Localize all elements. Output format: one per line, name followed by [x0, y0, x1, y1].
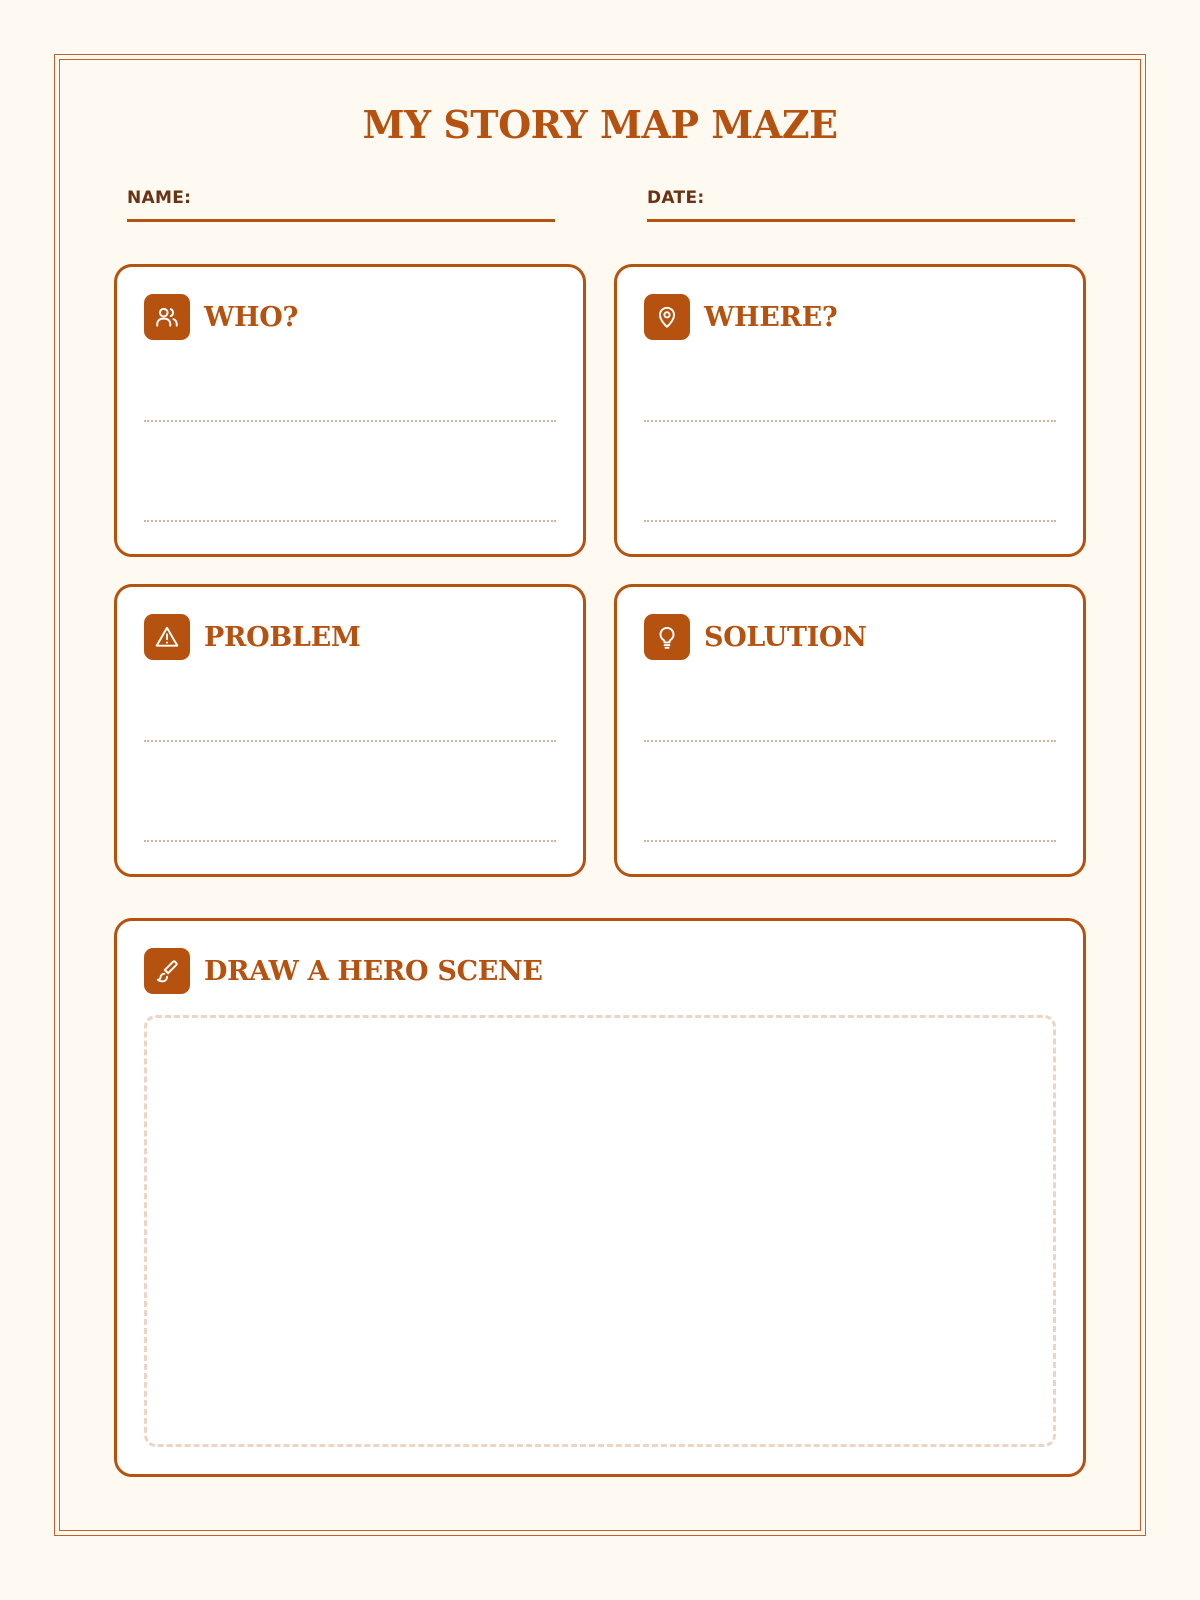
name-label: NAME: — [127, 188, 192, 208]
name-input[interactable] — [199, 188, 555, 215]
date-label: DATE: — [647, 188, 705, 208]
where-card-header — [644, 294, 837, 340]
hero-scene-card — [114, 918, 1086, 1477]
writing-line[interactable] — [144, 520, 556, 522]
people-icon — [144, 294, 190, 340]
hero-scene-card-title: DRAW A HERO SCENE — [204, 955, 543, 987]
who-card-header — [144, 294, 298, 340]
writing-line[interactable] — [644, 420, 1056, 422]
worksheet-title: MY STORY MAP MAZE — [362, 102, 838, 147]
writing-line[interactable] — [644, 520, 1056, 522]
drawing-area[interactable] — [144, 1015, 1056, 1447]
date-field[interactable] — [647, 188, 1075, 222]
problem-card-header — [144, 614, 360, 660]
who-card — [114, 264, 586, 557]
solution-card — [614, 584, 1086, 877]
date-input[interactable] — [719, 188, 1075, 215]
who-card-title: WHO? — [204, 301, 298, 333]
lightbulb-icon — [644, 614, 690, 660]
name-field[interactable] — [127, 188, 555, 222]
writing-line[interactable] — [144, 740, 556, 742]
writing-line[interactable] — [644, 740, 1056, 742]
problem-card — [114, 584, 586, 877]
where-card — [614, 264, 1086, 557]
where-card-title: WHERE? — [704, 301, 838, 333]
writing-line[interactable] — [644, 840, 1056, 842]
problem-card-title: PROBLEM — [204, 621, 361, 653]
map-pin-icon — [644, 294, 690, 340]
writing-line[interactable] — [144, 840, 556, 842]
paintbrush-icon — [144, 948, 190, 994]
writing-line[interactable] — [144, 420, 556, 422]
solution-card-header — [644, 614, 867, 660]
warning-triangle-icon — [144, 614, 190, 660]
solution-card-title: SOLUTION — [704, 621, 867, 653]
hero-scene-card-header — [144, 948, 543, 994]
